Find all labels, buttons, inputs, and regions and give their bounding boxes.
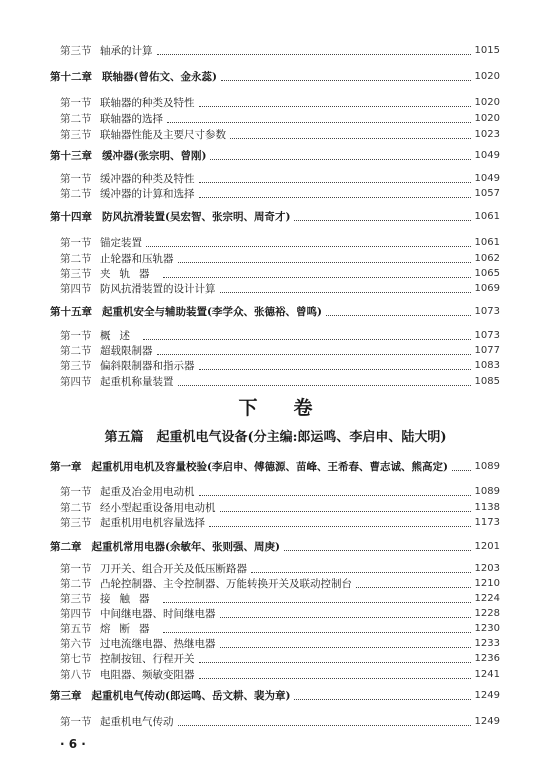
toc-entry-number: 第二节 [60,188,92,200]
toc-entry-page: 1069 [474,283,500,294]
toc-section-row [60,371,500,389]
toc-entry-page: 1230 [474,623,500,634]
toc-entry-title: 起重机电气传动 [100,716,174,728]
toc-entry-title: 起重机常用电器(余敏年、张则强、周庚) [91,541,280,553]
toc-entry-page: 1049 [474,150,500,161]
toc-entry-title: 凸轮控制器、主令控制器、万能转换开关及联动控制台 [100,578,352,590]
toc-entry-page: 1065 [474,268,500,279]
toc-entry-number: 第二节 [60,578,92,590]
toc-entry-number: 第一节 [60,563,92,575]
toc-entry-page: 1061 [474,237,500,248]
toc-entry-title: 刀开关、组合开关及低压断路器 [100,563,247,575]
toc-entry-page: 1015 [474,45,500,56]
toc-dot-leader [221,79,471,81]
toc-entry-page: 1049 [474,173,500,184]
toc-chapter-row [50,685,500,703]
toc-entry-number: 第三节 [60,268,92,280]
toc-entry-page: 1062 [474,253,500,264]
toc-entry-title: 过电流继电器、热继电器 [100,638,216,650]
toc-dot-leader [199,494,471,496]
toc-entry-title: 缓冲器的种类及特性 [100,173,195,185]
toc-entry-number: 第十四章 [50,211,92,223]
toc-dot-leader [294,698,470,700]
toc-entry-page: 1085 [474,376,500,387]
toc-entry-number: 第四节 [60,608,92,620]
toc-entry-number: 第二节 [60,502,92,514]
toc-chapter-row [50,456,500,474]
toc-entry-title: 联轴器的种类及特性 [100,97,195,109]
toc-chapter-row [50,301,500,319]
page-number: · 6 · [60,737,86,751]
toc-section-row [60,512,500,530]
toc-entry-title: 止轮器和压轨器 [100,253,174,265]
toc-entry-title: 缓冲器的计算和选择 [100,188,195,200]
toc-dot-leader [209,525,471,527]
toc-entry-title: 电阻器、频敏变阻器 [100,669,195,681]
toc-entry-page: 1236 [474,653,500,664]
toc-entry-title: 起重机电气传动(郎运鸣、岳文耕、裴为章) [91,690,291,702]
toc-entry-title: 偏斜限制器和指示器 [100,360,195,372]
toc-dot-leader [210,158,470,160]
toc-dot-leader [199,196,471,198]
toc-entry-number: 第二节 [60,253,92,265]
toc-section-row [60,124,500,142]
toc-entry-page: 1210 [474,578,500,589]
toc-chapter-row [50,206,500,224]
toc-entry-title: 起重机用电机容量选择 [100,517,205,529]
toc-entry-page: 1057 [474,188,500,199]
toc-section-row [60,278,500,296]
toc-entry-number: 第二节 [60,345,92,357]
toc-chapter-row [50,66,500,84]
toc-section-row [60,183,500,201]
toc-entry-number: 第八节 [60,669,92,681]
toc-entry-page: 1077 [474,345,500,356]
toc-entry-title: 防风抗滑装置(吴宏智、张宗明、周奇才) [102,211,291,223]
toc-entry-number: 第四节 [60,376,92,388]
toc-entry-page: 1201 [474,541,500,552]
toc-entry-number: 第三章 [50,690,82,702]
toc-entry-number: 第六节 [60,638,92,650]
toc-entry-page: 1023 [474,129,500,140]
toc-entry-title: 防风抗滑装置的设计计算 [100,283,216,295]
toc-dot-leader [167,121,471,123]
toc-entry-page: 1241 [474,669,500,680]
toc-entry-page: 1020 [474,113,500,124]
toc-entry-number: 第一节 [60,330,92,342]
toc-entry-title: 起重机安全与辅助装置(李学众、张德裕、曾鸣) [102,306,322,318]
toc-entry-number: 第十五章 [50,306,92,318]
toc-entry-title: 熔断器 [100,623,159,635]
toc-dot-leader [452,469,471,471]
toc-entry-page: 1061 [474,211,500,222]
toc-entry-number: 第七节 [60,653,92,665]
toc-entry-title: 缓冲器(张宗明、曾刚) [102,150,207,162]
toc-entry-page: 1173 [474,517,500,528]
toc-entry-title: 概述 [100,330,139,342]
toc-entry-title: 控制按钮、行程开关 [100,653,195,665]
volume-heading [0,393,551,420]
toc-section-row [60,711,500,729]
toc-dot-leader [157,53,471,55]
toc-entry-number: 第一节 [60,97,92,109]
toc-dot-leader [199,105,471,107]
toc-dot-leader [199,661,471,663]
toc-dot-leader [178,724,471,726]
toc-entry-number: 第二章 [50,541,82,553]
toc-entry-page: 1228 [474,608,500,619]
toc-entry-number: 第三节 [60,45,92,57]
toc-entry-number: 第十二章 [50,71,92,83]
toc-entry-page: 1138 [474,502,500,513]
toc-dot-leader [230,137,471,139]
toc-entry-title: 联轴器(曾佑文、金永蕊) [102,71,217,83]
toc-entry-page: 1089 [474,461,500,472]
part-heading: 第五篇 起重机电气设备(分主编:郎运鸣、李启申、陆大明) [104,430,447,445]
toc-entry-page: 1249 [474,690,500,701]
toc-entry-number: 第五节 [60,623,92,635]
toc-dot-leader [220,291,471,293]
volume-heading-left: 下 [238,397,258,419]
toc-entry-number: 第一章 [50,461,82,473]
toc-entry-page: 1073 [474,306,500,317]
toc-dot-leader [146,245,471,247]
toc-dot-leader [326,314,471,316]
toc-chapter-row [50,145,500,163]
toc-dot-leader [199,368,471,370]
toc-entry-page: 1089 [474,486,500,497]
toc-entry-page: 1249 [474,716,500,727]
toc-entry-title: 超载限制器 [100,345,153,357]
toc-entry-title: 起重机用电机及容量校验(李启申、傅德源、苗峰、王希春、曹志诚、熊高定) [91,461,448,473]
toc-entry-number: 第十三章 [50,150,92,162]
toc-entry-page: 1083 [474,360,500,371]
toc-section-row [60,664,500,682]
toc-entry-number: 第二节 [60,113,92,125]
toc-entry-number: 第四节 [60,283,92,295]
toc-entry-number: 第三节 [60,517,92,529]
toc-entry-number: 第一节 [60,716,92,728]
toc-entry-page: 1073 [474,330,500,341]
toc-entry-title: 中间继电器、时间继电器 [100,608,216,620]
toc-entry-number: 第一节 [60,486,92,498]
toc-entry-number: 第三节 [60,129,92,141]
toc-entry-page: 1233 [474,638,500,649]
toc-dot-leader [294,219,470,221]
toc-entry-number: 第三节 [60,593,92,605]
toc-entry-number: 第三节 [60,360,92,372]
toc-entry-title: 经小型起重设备用电动机 [100,502,216,514]
toc-entry-title: 联轴器的选择 [100,113,163,125]
toc-entry-number: 第一节 [60,237,92,249]
toc-entry-title: 轴承的计算 [100,45,153,57]
toc-dot-leader [199,677,471,679]
toc-entry-title: 联轴器性能及主要尺寸参数 [100,129,226,141]
toc-section-row [60,40,500,58]
toc-entry-page: 1020 [474,97,500,108]
toc-entry-title: 夹轨器 [100,268,159,280]
toc-chapter-row [50,536,500,554]
toc-dot-leader [178,384,471,386]
toc-entry-title: 锚定装置 [100,237,142,249]
toc-entry-page: 1224 [474,593,500,604]
toc-entry-title: 起重及冶金用电动机 [100,486,195,498]
toc-entry-number: 第一节 [60,173,92,185]
toc-entry-title: 起重机称量装置 [100,376,174,388]
toc-entry-page: 1020 [474,71,500,82]
volume-heading-right: 卷 [293,397,313,419]
toc-dot-leader [284,549,471,551]
toc-entry-page: 1203 [474,563,500,574]
toc-entry-title: 接触器 [100,593,159,605]
